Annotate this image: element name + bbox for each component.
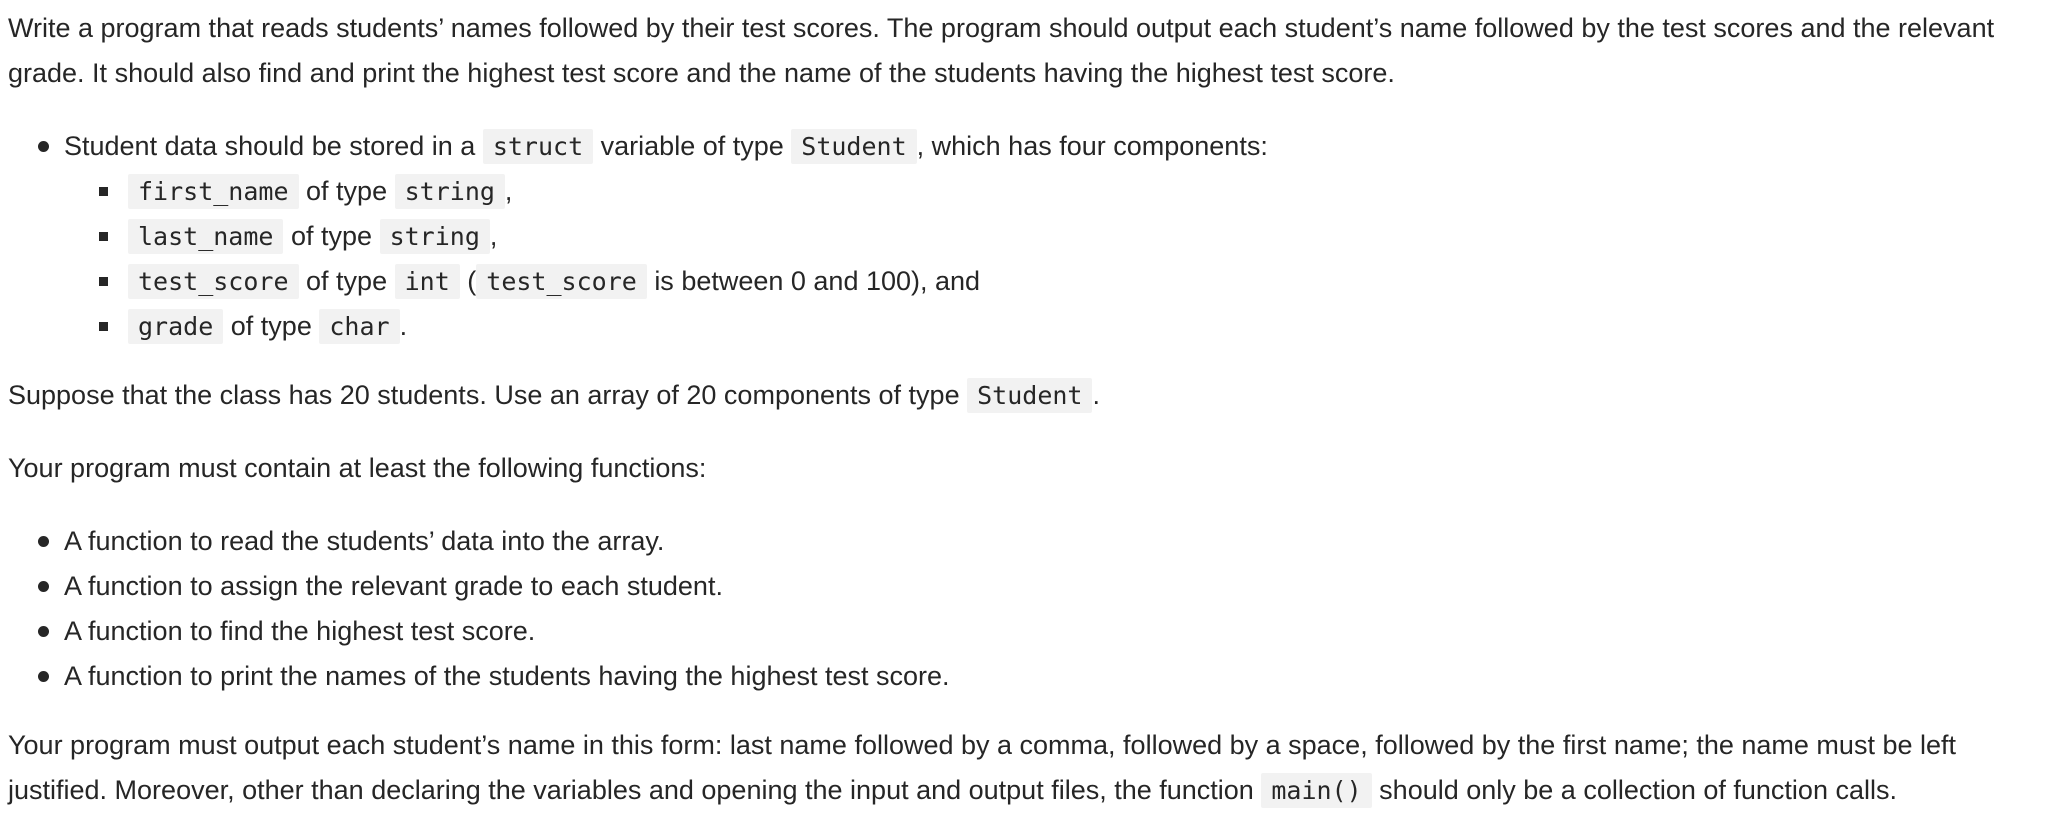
code-string-type: string	[395, 174, 505, 209]
class-size-text: Suppose that the class has 20 students. Use an array of 20 components of type	[8, 380, 960, 410]
code-student-array-type: Student	[967, 378, 1092, 413]
component-tail: ,	[504, 176, 513, 206]
function-item: A function to print the names of the students having the highest test score.	[64, 654, 2038, 699]
components-list	[64, 169, 2038, 349]
function-item: A function to assign the relevant grade to each student.	[64, 564, 2038, 609]
component-of-type: of type	[306, 176, 388, 206]
struct-list	[8, 124, 2038, 349]
struct-list-item	[64, 124, 2038, 349]
code-test-score: test_score	[128, 264, 299, 299]
component-of-type: of type	[306, 266, 388, 296]
component-item-last-name	[128, 214, 2038, 259]
component-of-type: of type	[290, 221, 373, 251]
paren-open: (	[467, 266, 477, 296]
component-of-type: of type	[230, 311, 312, 341]
struct-text-3: , which has four components:	[916, 131, 1268, 161]
output-form-text-2: should only be a collection of function calls.	[1379, 775, 1897, 805]
code-grade: grade	[128, 309, 223, 344]
code-last-name: last_name	[128, 219, 283, 254]
function-item: A function to find the highest test score.	[64, 609, 2038, 654]
component-tail: .	[399, 311, 408, 341]
code-struct: struct	[483, 129, 593, 164]
class-size-paragraph	[8, 373, 2038, 418]
code-string-type: string	[380, 219, 490, 254]
code-char-type: char	[319, 309, 399, 344]
component-item-grade	[128, 304, 2038, 349]
class-size-tail: .	[1092, 380, 1100, 410]
code-int-type: int	[395, 264, 460, 299]
component-tail: ,	[489, 221, 498, 251]
code-main: main()	[1261, 773, 1371, 808]
intro-paragraph: Write a program that reads students’ names followed by their test scores. The program should output each student’s name followed by the test scores and the relevant grade. It should also find and print the highest test score and the name of the students having the highest test score.	[8, 13, 1995, 88]
component-tail: is between 0 and 100), and	[654, 266, 981, 296]
component-item-test-score	[128, 259, 2038, 304]
code-test-score-inline: test_score	[476, 264, 647, 299]
struct-text-1: Student data should be stored in a	[64, 131, 476, 161]
output-form-paragraph	[8, 723, 2038, 813]
functions-list	[8, 519, 2038, 699]
struct-text-2: variable of type	[600, 131, 784, 161]
component-item-first-name	[128, 169, 2038, 214]
code-student-type: Student	[791, 129, 916, 164]
functions-intro-paragraph: Your program must contain at least the following functions:	[8, 453, 707, 483]
function-item: A function to read the students’ data into the array.	[64, 519, 2038, 564]
code-first-name: first_name	[128, 174, 299, 209]
output-form-text-1: Your program must output each student’s name in this form: last name followed by a comma, followed by a space, followed by the first name; the name must be left justified. Moreover, other than declaring the variables and opening the input and output files, the function	[8, 730, 1956, 805]
